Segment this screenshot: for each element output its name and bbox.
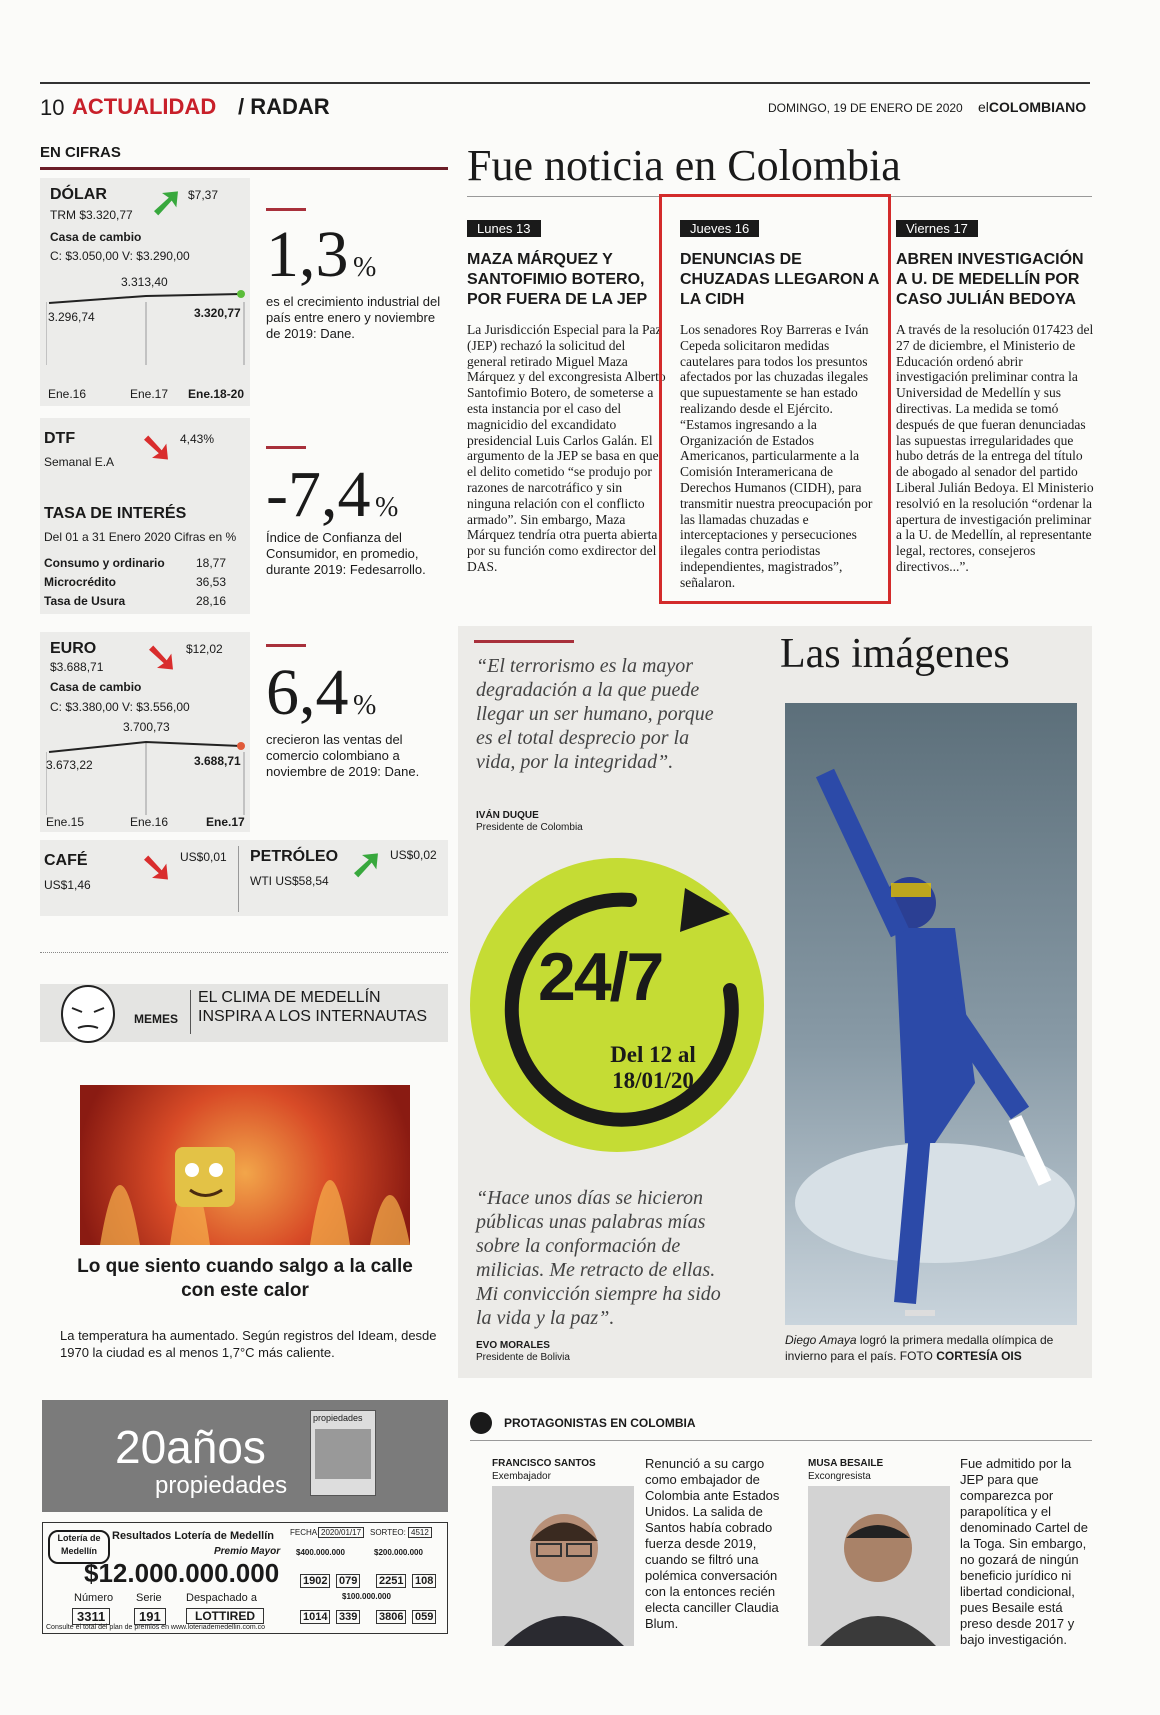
quote-text: “El terrorismo es la mayor degradación a la que puede llegar un ser humano, porque es el total desprecio por la vida, por la integridad”. — [476, 655, 714, 773]
dolar-chart-date-3: Ene.18-20 — [188, 387, 245, 401]
photo-credit: CORTESÍA OIS — [936, 1349, 1022, 1363]
tasa-row-label-2: Microcrédito — [44, 575, 117, 589]
dtf-sub: Semanal E.A — [44, 455, 115, 469]
caption-text: logró la primera medalla olímpica de invierno para el país. FOTO — [785, 1333, 1054, 1363]
sorteo-value: 4512 — [408, 1527, 432, 1538]
stat-desc: crecieron las ventas del comercio colombiano a noviembre de 2019: Dane. — [266, 732, 420, 779]
prize-serie: 108 — [412, 1574, 436, 1588]
stat-unit: % — [374, 492, 399, 523]
person-text: Fue admitido por la JEP para que comparezca por parapolítica y el denominado Cartel de la Toga. Sin embargo, no gozará de ningún beneficio jurídico ni libertad condicional, pues Besaile está preso desde 2017 y bajo investigación. — [960, 1456, 1088, 1647]
ad-years-number: 20 — [115, 1421, 167, 1473]
day-tag: Jueves 16 — [680, 220, 759, 237]
prize2-label: $100.000.000 — [342, 1592, 391, 1601]
stat-unit: % — [352, 690, 377, 721]
euro-value: $3.688,71 — [50, 660, 104, 674]
protagonistas-rule — [470, 1440, 1092, 1441]
dolar-chart-date-2: Ene.17 — [130, 387, 169, 401]
meme-image — [80, 1085, 410, 1245]
day-tag: Viernes 17 — [896, 220, 978, 237]
person-role: Exembajador — [492, 1471, 551, 1482]
loteria-footer: Consulte el total del plan de premios en www.loteriademedellin.com.co — [46, 1624, 266, 1631]
petroleo-change: US$0,02 — [390, 848, 437, 862]
prize2-numero: 3806 — [376, 1610, 406, 1624]
meme-caption: Lo que siento cuando salgo a la calle con este calor — [77, 1256, 413, 1301]
newspaper-brand — [978, 99, 1086, 115]
cafe-value: US$1,46 — [44, 878, 91, 892]
cafe-petroleo-panel — [40, 840, 448, 916]
dolar-title: DÓLAR — [50, 186, 107, 203]
dolar-chart-date-1: Ene.16 — [48, 387, 87, 401]
dolar-trm: TRM $3.320,77 — [50, 208, 133, 222]
badge-dates: Del 12 al 18/01/20 — [610, 1042, 696, 1093]
portrait-illustration — [492, 1486, 634, 1646]
prize-label: $400.000.000 — [296, 1548, 345, 1557]
arrow-up-icon: ➚ — [350, 842, 384, 886]
noticia-headline: Fue noticia en Colombia — [467, 141, 901, 190]
person-icon — [470, 1412, 492, 1434]
euro-change: $12,02 — [186, 642, 223, 656]
skater-illustration — [785, 703, 1077, 1325]
person-role: Excongresista — [808, 1471, 871, 1482]
euro-chart-value-1: 3.673,22 — [46, 758, 93, 772]
quote-role: Presidente de Bolivia — [476, 1352, 570, 1363]
highlight-box — [659, 194, 891, 604]
tasa-row-value-1: 18,77 — [196, 556, 227, 570]
euro-casa-values: C: $3.380,00 V: $3.556,00 — [50, 700, 190, 714]
meme-face-icon — [52, 984, 124, 1044]
memes-tag-divider — [190, 990, 191, 1034]
euro-chart-date-3: Ene.17 — [206, 815, 245, 829]
caption-name: Diego Amaya — [785, 1333, 857, 1347]
stat-3 — [266, 656, 377, 729]
numero-value: 3311 — [72, 1608, 110, 1625]
cafe-title: CAFÉ — [44, 852, 88, 869]
euro-title: EURO — [50, 640, 97, 657]
petroleo-value: WTI US$58,54 — [250, 874, 329, 888]
news-title: ABREN INVESTIGACIÓN A U. DE MEDELLÍN POR CASO JULIÁN BEDOYA — [896, 251, 1084, 308]
issue-date: DOMINGO, 19 DE ENERO DE 2020 — [768, 101, 963, 115]
ad-years — [115, 1420, 266, 1474]
tasa-row-label-1: Consumo y ordinario — [44, 556, 165, 570]
stat-2 — [266, 458, 399, 531]
loteria-logo: Lotería de Medellín — [48, 1530, 110, 1564]
loteria-amount: $12.000.000.000 — [84, 1558, 280, 1588]
arrow-down-icon: ➘ — [140, 426, 174, 470]
protagonistas-title: PROTAGONISTAS EN COLOMBIA — [504, 1416, 696, 1430]
dtf-value: 4,43% — [180, 432, 215, 446]
stat-number: 6,4 — [266, 656, 349, 729]
tasa-title: TASA DE INTERÉS — [44, 505, 187, 522]
dolar-chart-value-1: 3.296,74 — [48, 310, 95, 324]
dolar-casa-values: C: $3.050,00 V: $3.290,00 — [50, 249, 190, 263]
tasa-row-value-2: 36,53 — [196, 575, 227, 589]
ad-magazine-title: propiedades — [313, 1413, 363, 1423]
euro-trend-chart — [46, 730, 246, 820]
news-title: DENUNCIAS DE CHUZADAS LLEGARON A LA CIDH — [680, 251, 879, 308]
dolar-chart-value-3: 3.320,77 — [194, 306, 241, 320]
stat-desc: es el crecimiento industrial del país entre enero y noviembre de 2019: Dane. — [266, 294, 441, 341]
dolar-chart-value-2: 3.313,40 — [121, 275, 168, 289]
page-number: 10 — [40, 95, 65, 120]
brand-name: COLOMBIANO — [988, 99, 1087, 115]
prize-numero: 2251 — [376, 1574, 406, 1588]
stat-rule — [266, 644, 306, 647]
despachado-value: LOTTIRED — [186, 1608, 264, 1624]
prize2-serie: 059 — [412, 1610, 436, 1624]
prize-numero: 1902 — [300, 1574, 330, 1588]
skater-photo — [785, 703, 1077, 1325]
day-tag: Lunes 13 — [467, 220, 541, 237]
fecha-label: FECHA: — [290, 1528, 320, 1537]
stat-1 — [266, 218, 377, 291]
stat-number: -7,4 — [266, 458, 371, 531]
subsection-title: / RADAR — [238, 94, 330, 119]
euro-chart-value-3: 3.688,71 — [194, 754, 241, 768]
stat-rule — [266, 446, 306, 449]
dolar-trend-chart — [46, 280, 246, 370]
arrow-down-icon: ➘ — [140, 846, 174, 890]
memes-text: La temperatura ha aumentado. Según registros del Ideam, desde 1970 la ciudad es al menos 1,7°C más caliente. — [60, 1328, 437, 1360]
fecha-value: 2020/01/17 — [318, 1527, 364, 1538]
quote-role: Presidente de Colombia — [476, 822, 583, 833]
memes-title: EL CLIMA DE MEDELLÍN INSPIRA A LOS INTERNAUTAS — [198, 989, 428, 1025]
dtf-title: DTF — [44, 430, 76, 447]
euro-chart-value-2: 3.700,73 — [123, 720, 170, 734]
tasa-period: Del 01 a 31 Enero 2020 Cifras en % — [44, 530, 237, 544]
quote-author: EVO MORALES — [476, 1340, 550, 1351]
ad-brand: propiedades — [155, 1472, 288, 1499]
imagenes-title: Las imágenes — [780, 631, 1010, 677]
badge-main: 24/7 — [538, 939, 663, 1015]
ad-magazine-cover — [315, 1429, 371, 1479]
ad-magazine — [310, 1410, 376, 1496]
news-body: A través de la resolución 017423 del 27 de diciembre, el Ministerio de Educación ordenó abrir investigación preliminar contra la Universidad de Medellín y sus directivas. La medida se tomó después de que fueran denunciadas las supuestas irregularidades que hubo detrás de la entrega del título de abogado al senador del partido Liberal Julián Bedoya. El Ministerio resolvió en la resolución “ordenar la apertura de investigación preliminar a la U. de Medellín, al representante legal, rectores, consejeros directivos...”. — [896, 322, 1094, 574]
serie-label: Serie — [136, 1592, 162, 1604]
euro-casa-label: Casa de cambio — [50, 680, 142, 694]
arrow-up-icon: ➚ — [150, 180, 184, 224]
memes-divider — [40, 952, 448, 953]
serie-value: 191 — [134, 1608, 166, 1625]
person-text: Renunció a su cargo como embajador de Colombia ante Estados Unidos. La salida de Santos había cobrado fuerza desde 2019, cuando se filtró una polémica conversación con la entonces recién electa canciller Claudia Blum. — [645, 1456, 780, 1631]
sorteo-label: SORTEO: — [370, 1528, 406, 1537]
top-rule — [40, 82, 1090, 84]
prize-label: $200.000.000 — [374, 1548, 423, 1557]
prize2-serie: 339 — [336, 1610, 360, 1624]
section-title: ACTUALIDAD — [72, 94, 217, 119]
quote-rule — [474, 640, 574, 643]
portrait-illustration — [808, 1486, 950, 1646]
dolar-change: $7,37 — [188, 188, 219, 202]
prize2-numero: 1014 — [300, 1610, 330, 1624]
person-photo — [492, 1486, 634, 1646]
person-name: FRANCISCO SANTOS — [492, 1458, 596, 1469]
quote-author: IVÁN DUQUE — [476, 810, 539, 821]
loteria-title: Resultados Lotería de Medellín — [112, 1530, 274, 1542]
stat-desc: Índice de Confianza del Consumidor, en promedio, durante 2019: Fedesarrollo. — [266, 530, 426, 577]
news-body: Los senadores Roy Barreras e Iván Cepeda solicitaron medidas cautelares para todos los presuntos afectados por las chuzadas ilegales que supuestamente se han estado realizando desde el Ejército. “Estamos ingresando a la Organización de Estados Americanos, particularmente a la Comisión Interamericana de Derechos Humanos (CIDH), para transmitir nuestra preocupación por las llamadas chuzadas e interceptaciones y persecuciones ilegales contra periodistas independientes, magistrados”, señalaron. — [680, 322, 873, 590]
cifras-rule — [40, 167, 448, 170]
euro-chart-date-2: Ene.16 — [130, 815, 169, 829]
petroleo-title: PETRÓLEO — [250, 848, 339, 865]
news-title: MAZA MÁRQUEZ Y SANTOFIMIO BOTERO, POR FUERA DE LA JEP — [467, 251, 648, 308]
tasa-row-value-3: 28,16 — [196, 594, 227, 608]
quote-text: “Hace unos días se hicieron públicas unas palabras mías sobre la conformación de milicias. Me retracto de ellas. Mi convicción siempre ha sido la vida y la paz”. — [476, 1187, 721, 1329]
dolar-casa-label: Casa de cambio — [50, 230, 142, 244]
euro-chart-date-1: Ene.15 — [46, 815, 85, 829]
cafe-change: US$0,01 — [180, 850, 227, 864]
panel-divider — [238, 846, 239, 912]
ad-years-word: años — [166, 1421, 266, 1473]
person-name: MUSA BESAILE — [808, 1458, 884, 1469]
photo-caption — [785, 1332, 1075, 1364]
stat-rule — [266, 208, 306, 211]
brand-prefix: el — [978, 99, 989, 115]
stat-unit: % — [352, 252, 377, 283]
tasa-row-label-3: Tasa de Usura — [44, 594, 126, 608]
memes-tag: MEMES — [134, 1012, 179, 1026]
meme-illustration — [80, 1085, 410, 1245]
person-photo — [808, 1486, 950, 1646]
cifras-label: EN CIFRAS — [40, 144, 121, 161]
news-body: La Jurisdicción Especial para la Paz (JEP) rechazó la solicitud del general retirado Miguel Maza Márquez y del excongresista Alberto Santofimio Botero, de someterse a esta instancia por el caso del magnicidio del excandidato presidencial Luis Carlos Galán. El argumento de la JEP se basa en que el delito cometido “se produjo por razones de narcotráfico y sin ninguna relación con el conflicto armado”. Sin embargo, Maza Márquez tendría otra puerta abierta por su función como exdirector del DAS. — [467, 322, 666, 574]
stat-number: 1,3 — [266, 218, 349, 291]
despachado-label: Despachado a — [186, 1592, 257, 1604]
arrow-down-icon: ➘ — [145, 636, 179, 680]
prize-serie: 079 — [336, 1574, 360, 1588]
loteria-promo: Premio Mayor — [214, 1546, 281, 1557]
numero-label: Número — [74, 1592, 114, 1604]
